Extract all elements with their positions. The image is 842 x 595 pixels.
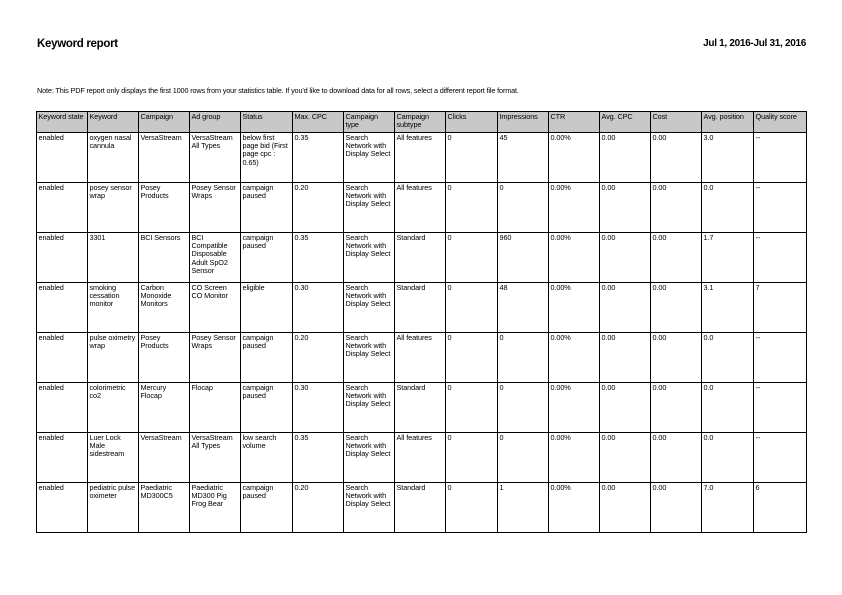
table-cell: -- [754,183,807,233]
table-cell: 0.00% [549,333,600,383]
column-header: CTR [549,112,600,133]
table-cell: 45 [498,133,549,183]
table-cell: Search Network with Display Select [344,233,395,283]
table-cell: -- [754,333,807,383]
table-cell: Search Network with Display Select [344,333,395,383]
table-row [37,183,807,233]
table-cell: Paediatric MD300 Pig Frog Bear [190,483,241,533]
table-row [37,233,807,283]
table-cell: 0.20 [293,183,344,233]
table-cell: Standard [395,283,446,333]
table-cell: 0.00 [651,483,702,533]
table-cell: colorimetric co2 [88,383,139,433]
table-cell: 7.0 [702,483,754,533]
table-cell: 0.00% [549,233,600,283]
table-cell: 0.00 [600,433,651,483]
table-cell: VersaStream All Types [190,433,241,483]
table-cell: enabled [37,383,88,433]
table-cell: 0 [446,133,498,183]
table-row [37,133,807,183]
table-cell: Search Network with Display Select [344,133,395,183]
table-cell: 0.00% [549,283,600,333]
table-cell: campaign paused [241,333,293,383]
table-cell: Search Network with Display Select [344,283,395,333]
table-cell: 0.35 [293,233,344,283]
table-cell: Search Network with Display Select [344,183,395,233]
table-cell: VersaStream [139,133,190,183]
table-cell: enabled [37,333,88,383]
table-cell: 0 [446,283,498,333]
table-cell: campaign paused [241,483,293,533]
table-cell: Standard [395,483,446,533]
table-cell: 0.00% [549,183,600,233]
table-cell: 0.35 [293,133,344,183]
column-header: Campaign subtype [395,112,446,133]
table-cell: 0 [498,433,549,483]
table-cell: 0.30 [293,283,344,333]
table-cell: BCI Sensors [139,233,190,283]
table-cell: 0.00 [651,383,702,433]
table-cell: 0.00 [600,183,651,233]
table-cell: smoking cessation monitor [88,283,139,333]
table-cell: 0 [446,483,498,533]
table-cell: -- [754,133,807,183]
table-row [37,333,807,383]
table-cell: 0.00 [600,333,651,383]
table-cell: 0.00 [651,233,702,283]
table-cell: 0.00% [549,133,600,183]
table-cell: enabled [37,183,88,233]
table-cell: Search Network with Display Select [344,483,395,533]
table-cell: eligible [241,283,293,333]
table-cell: 48 [498,283,549,333]
table-cell: oxygen nasal cannula [88,133,139,183]
table-cell: BCI Compatible Disposable Adult SpO2 Sensor [190,233,241,283]
column-header: Avg. CPC [600,112,651,133]
table-cell: Standard [395,383,446,433]
table-cell: 0 [446,333,498,383]
column-header: Avg. position [702,112,754,133]
table-cell: 0.00% [549,433,600,483]
table-cell: enabled [37,283,88,333]
table-cell: enabled [37,433,88,483]
table-cell: campaign paused [241,183,293,233]
table-cell: 0.35 [293,433,344,483]
table-cell: enabled [37,483,88,533]
table-cell: 0.0 [702,333,754,383]
table-cell: All features [395,333,446,383]
table-cell: enabled [37,233,88,283]
table-cell: campaign paused [241,383,293,433]
table-cell: 0.20 [293,483,344,533]
table-row [37,433,807,483]
table-cell: -- [754,433,807,483]
table-cell: Posey Products [139,333,190,383]
report-title: Keyword report [37,38,118,50]
table-cell: below first page bid (First page cpc : 0.65) [241,133,293,183]
table-header-row [37,112,807,133]
column-header: Clicks [446,112,498,133]
table-cell: 960 [498,233,549,283]
table-cell: 3301 [88,233,139,283]
date-range: Jul 1, 2016-Jul 31, 2016 [703,38,806,49]
table-cell: 6 [754,483,807,533]
table-cell: pediatric pulse oximeter [88,483,139,533]
table-cell: campaign paused [241,233,293,283]
table-cell: 0 [446,183,498,233]
table-cell: 0.0 [702,183,754,233]
table-cell: 0.00% [549,483,600,533]
table-cell: 1.7 [702,233,754,283]
table-cell: VersaStream [139,433,190,483]
table-cell: 0.00 [651,283,702,333]
table-cell: 0.00 [600,483,651,533]
table-cell: 0.20 [293,333,344,383]
table-cell: 0.00% [549,383,600,433]
table-cell: Carbon Monoxide Monitors [139,283,190,333]
table-cell: 0.00 [651,433,702,483]
table-cell: Paediatric MD300C5 [139,483,190,533]
table-cell: Posey Sensor Wraps [190,183,241,233]
table-cell: -- [754,233,807,283]
table-cell: CO Screen CO Monitor [190,283,241,333]
table-cell: pulse oximetry wrap [88,333,139,383]
table-row [37,283,807,333]
table-cell: Posey Sensor Wraps [190,333,241,383]
report-note: Note: This PDF report only displays the first 1000 rows from your statistics table. If you'd like to download data for all rows, select a different report file format. [37,86,519,95]
table-cell: All features [395,433,446,483]
table-cell: 0 [498,383,549,433]
table-cell: Luer Lock Male sidestream [88,433,139,483]
table-cell: Standard [395,233,446,283]
table-cell: 1 [498,483,549,533]
column-header: Ad group [190,112,241,133]
table-cell: 0.0 [702,433,754,483]
column-header: Impressions [498,112,549,133]
table-cell: low search volume [241,433,293,483]
column-header: Status [241,112,293,133]
table-cell: All features [395,133,446,183]
column-header: Campaign type [344,112,395,133]
table-cell: 0 [446,383,498,433]
table-cell: Search Network with Display Select [344,383,395,433]
column-header: Cost [651,112,702,133]
table-row [37,383,807,433]
table-cell: 0.00 [600,133,651,183]
table-cell: Mercury Flocap [139,383,190,433]
table-cell: All features [395,183,446,233]
table-cell: 0 [446,433,498,483]
table-cell: 0 [498,333,549,383]
column-header: Keyword state [37,112,88,133]
table-cell: -- [754,383,807,433]
table-cell: 0.00 [651,183,702,233]
table-cell: 0.30 [293,383,344,433]
table-cell: 0.00 [651,333,702,383]
table-cell: 0.00 [600,383,651,433]
table-cell: Search Network with Display Select [344,433,395,483]
column-header: Quality score [754,112,807,133]
table-cell: 3.1 [702,283,754,333]
column-header: Max. CPC [293,112,344,133]
table-cell: 0.0 [702,383,754,433]
table-cell: VersaStream All Types [190,133,241,183]
table-cell: Flocap [190,383,241,433]
table-cell: 0 [498,183,549,233]
table-cell: 0.00 [600,233,651,283]
column-header: Keyword [88,112,139,133]
table-cell: 0.00 [651,133,702,183]
table-cell: Posey Products [139,183,190,233]
table-cell: 3.0 [702,133,754,183]
table-cell: 0 [446,233,498,283]
table-cell: 0.00 [600,283,651,333]
keyword-table [36,111,807,533]
column-header: Campaign [139,112,190,133]
table-cell: posey sensor wrap [88,183,139,233]
table-row [37,483,807,533]
table-cell: enabled [37,133,88,183]
table-cell: 7 [754,283,807,333]
